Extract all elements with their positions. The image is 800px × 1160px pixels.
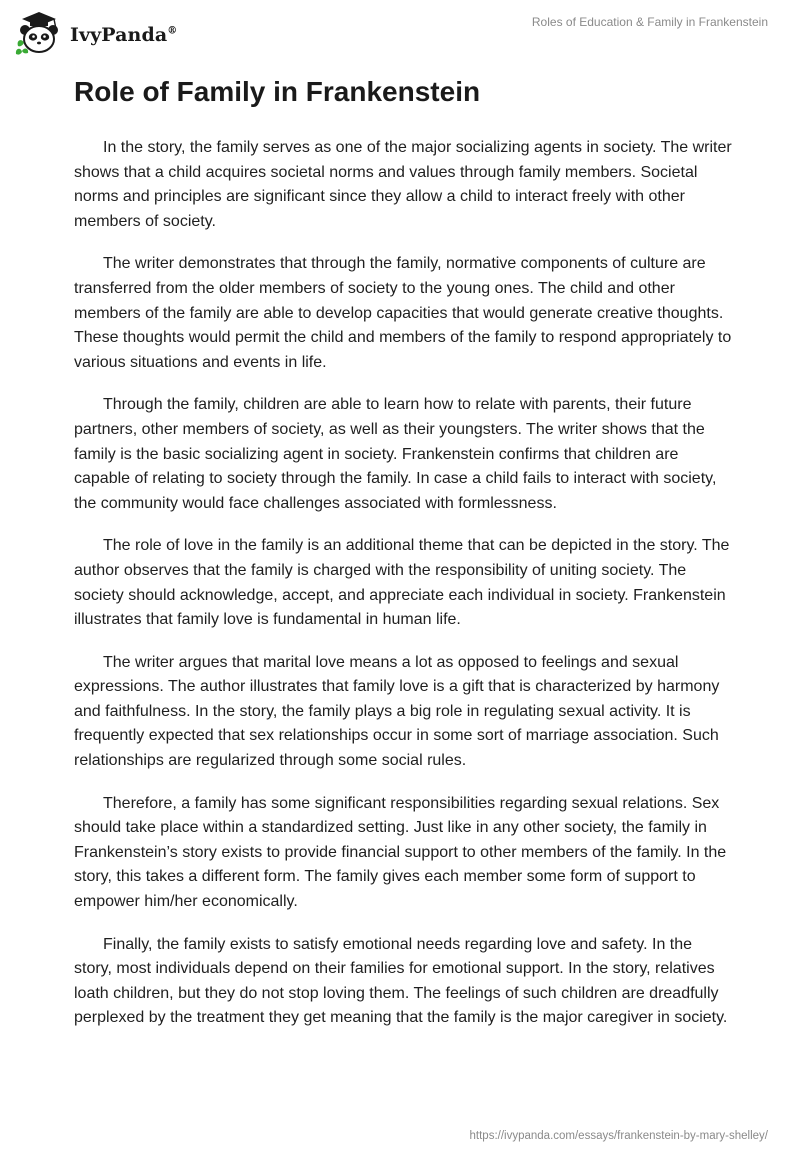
brand-name: IvyPanda® (70, 24, 178, 46)
paragraph: Finally, the family exists to satisfy emotional needs regarding love and safety. In the story, most individuals depend on their families for emotional support. In the story, relatives loath children, but they do not stop loving them. The feelings of such children are dreadfully perplexed by the treatment they get meaning that the family is the major caregiver in society. (74, 935, 728, 1027)
document-title: Roles of Education & Family in Frankenstein (531, 15, 768, 29)
panda-graduate-icon (14, 10, 64, 56)
paragraph: Therefore, a family has some significant responsibilities regarding sexual relations. Sex should take place within a standardized setting. Just like in any other society, the family in Frankenstein’s story exists to provide financial support to other members of the family. In the story, this takes a different form. The family gives each member some form of support to empower him/her economically. (74, 794, 727, 911)
ivypanda-logo[interactable] (14, 10, 177, 56)
article-body (74, 74, 734, 1049)
section-heading: Role of Family in Frankenstein (74, 76, 481, 107)
paragraph: The writer argues that marital love means a lot as opposed to feelings and sexual expressions. The author illustrates that family love is a gift that is characterized by harmony and faithfulness. In the story, the family plays a big role in regulating sexual activity. It is frequently expected that sex relationships occur in some sort of marriage association. Such relationships are regularized through some social rules. (74, 653, 720, 770)
source-url-link[interactable]: https://ivypanda.com/essays/frankenstein-by-mary-shelley/ (469, 1130, 768, 1142)
paragraph: The role of love in the family is an additional theme that can be depicted in the story. The author observes that the family is charged with the responsibility of uniting society. The society should acknowledge, accept, and appreciate each individual in society. Frankenstein illustrates that family love is fundamental in human life. (74, 537, 730, 629)
paragraph: The writer demonstrates that through the family, normative components of culture are transferred from the older members of society to the young ones. The child and other members of the family are able to develop capacities that would generate creative thoughts. These thoughts would permit the child and members of the family to respond appropriately to various situations and events in life. (74, 255, 732, 371)
paragraph: Through the family, children are able to learn how to relate with parents, their future partners, other members of society, as well as their youngsters. The writer shows that the family is the basic socializing agent in society. Frankenstein confirms that children are capable of relating to society through the family. In case a child fails to interact with society, the community would face challenges associated with formlessness. (74, 396, 717, 512)
paragraph: In the story, the family serves as one of the major socializing agents in society. The writer shows that a child acquires societal norms and values through family members. Societal norms and principles are significant since they allow a child to interact freely with other members of society. (74, 139, 732, 230)
registered-mark: ® (167, 25, 178, 37)
page-header (0, 0, 800, 66)
